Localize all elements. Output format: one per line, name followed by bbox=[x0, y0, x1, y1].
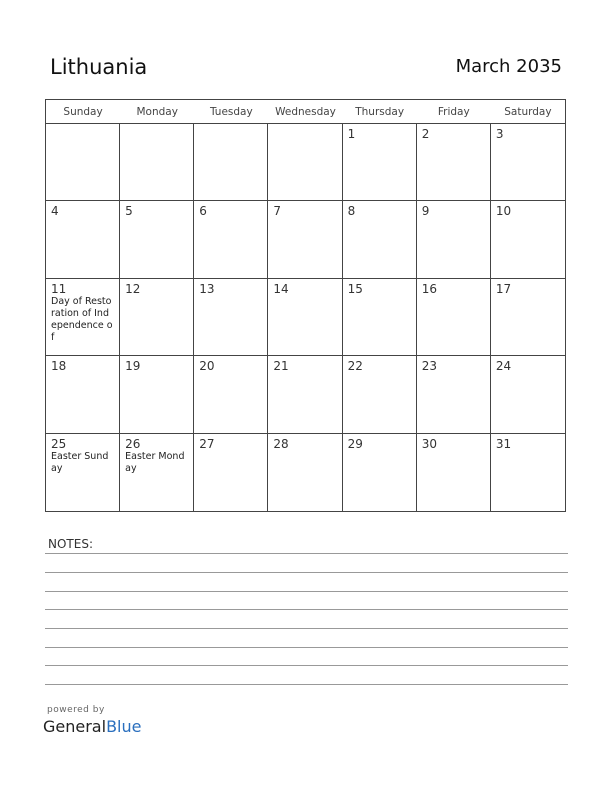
calendar-grid bbox=[45, 99, 566, 512]
day-number: 30 bbox=[421, 436, 437, 451]
day-cell bbox=[343, 124, 417, 201]
day-number: 2 bbox=[421, 127, 430, 141]
day-cell bbox=[491, 279, 565, 356]
holiday-label: Easter Sunday bbox=[51, 450, 109, 474]
day-cell bbox=[268, 434, 342, 511]
day-cell bbox=[46, 434, 120, 511]
day-cell bbox=[194, 434, 268, 511]
day-cell bbox=[417, 356, 491, 433]
day-cell bbox=[120, 279, 194, 356]
note-line bbox=[45, 684, 568, 685]
day-cell bbox=[194, 124, 268, 201]
day-number: 9 bbox=[421, 204, 430, 219]
day-number: 17 bbox=[495, 281, 512, 296]
holiday-label: Easter Monday bbox=[125, 450, 185, 474]
day-cell bbox=[194, 279, 268, 356]
day-cell bbox=[417, 201, 491, 278]
day-number: 7 bbox=[273, 204, 282, 219]
day-number: 10 bbox=[495, 204, 512, 219]
day-cell bbox=[194, 356, 268, 433]
weekday-header: Saturday bbox=[491, 100, 565, 124]
country-title: Lithuania bbox=[50, 55, 148, 79]
day-cell bbox=[120, 434, 194, 511]
day-cell bbox=[268, 356, 342, 433]
day-cell bbox=[491, 434, 565, 511]
day-cell bbox=[46, 201, 120, 278]
note-line bbox=[45, 553, 568, 554]
day-cell bbox=[343, 279, 417, 356]
day-cell bbox=[120, 124, 194, 201]
day-cell bbox=[417, 124, 491, 201]
day-number: 15 bbox=[347, 281, 363, 296]
day-cell bbox=[194, 201, 268, 278]
weekday-header: Friday bbox=[417, 100, 491, 124]
day-number: 22 bbox=[347, 359, 363, 374]
note-line bbox=[45, 609, 568, 610]
day-number: 5 bbox=[125, 204, 133, 219]
day-number: 29 bbox=[347, 436, 363, 451]
day-number: 11 bbox=[51, 281, 67, 296]
brand-blue: Blue bbox=[106, 717, 142, 736]
day-cell bbox=[46, 356, 120, 433]
notes-label: NOTES: bbox=[48, 537, 93, 551]
weekday-header: Tuesday bbox=[194, 100, 268, 124]
brand-general: General bbox=[43, 717, 107, 736]
day-cell bbox=[343, 434, 417, 511]
weekday-header: Monday bbox=[120, 100, 194, 124]
day-cell bbox=[343, 356, 417, 433]
note-line bbox=[45, 572, 568, 573]
day-number: 16 bbox=[421, 281, 437, 296]
day-cell bbox=[120, 201, 194, 278]
day-cell bbox=[491, 356, 565, 433]
day-number: 14 bbox=[273, 281, 289, 296]
day-number: 24 bbox=[495, 359, 512, 374]
day-number: 12 bbox=[125, 281, 141, 296]
note-line bbox=[45, 628, 568, 629]
day-cell bbox=[268, 201, 342, 278]
month-year-title: March 2035 bbox=[455, 56, 562, 77]
weekday-header: Thursday bbox=[343, 100, 417, 124]
powered-by-label: powered by bbox=[47, 705, 105, 715]
day-number: 25 bbox=[51, 436, 67, 451]
day-number: 4 bbox=[51, 204, 59, 219]
day-number: 23 bbox=[421, 359, 437, 374]
day-number: 3 bbox=[495, 127, 504, 141]
note-line bbox=[45, 591, 568, 592]
day-cell bbox=[46, 124, 120, 201]
note-line bbox=[45, 647, 568, 648]
day-number: 26 bbox=[125, 436, 141, 451]
day-number: 28 bbox=[273, 436, 289, 451]
day-number: 19 bbox=[125, 359, 141, 374]
day-number: 27 bbox=[199, 436, 215, 451]
day-number: 31 bbox=[495, 436, 512, 451]
day-cell bbox=[491, 201, 565, 278]
day-number: 13 bbox=[199, 281, 215, 296]
day-number: 20 bbox=[199, 359, 215, 374]
day-number: 21 bbox=[273, 359, 289, 374]
weekday-header: Sunday bbox=[46, 100, 120, 124]
day-cell bbox=[120, 356, 194, 433]
day-number: 6 bbox=[199, 204, 207, 219]
day-cell bbox=[343, 201, 417, 278]
weekday-header: Wednesday bbox=[268, 100, 342, 124]
holiday-label: Day of Restoration of Independence of bbox=[51, 295, 113, 343]
day-cell bbox=[268, 124, 342, 201]
day-cell bbox=[417, 434, 491, 511]
day-number: 18 bbox=[51, 359, 67, 374]
brand-logo bbox=[43, 717, 141, 736]
day-cell bbox=[46, 279, 120, 356]
day-number: 1 bbox=[347, 127, 356, 141]
day-number: 8 bbox=[347, 204, 356, 219]
day-cell bbox=[417, 279, 491, 356]
day-cell bbox=[268, 279, 342, 356]
note-line bbox=[45, 665, 568, 666]
day-cell bbox=[491, 124, 565, 201]
